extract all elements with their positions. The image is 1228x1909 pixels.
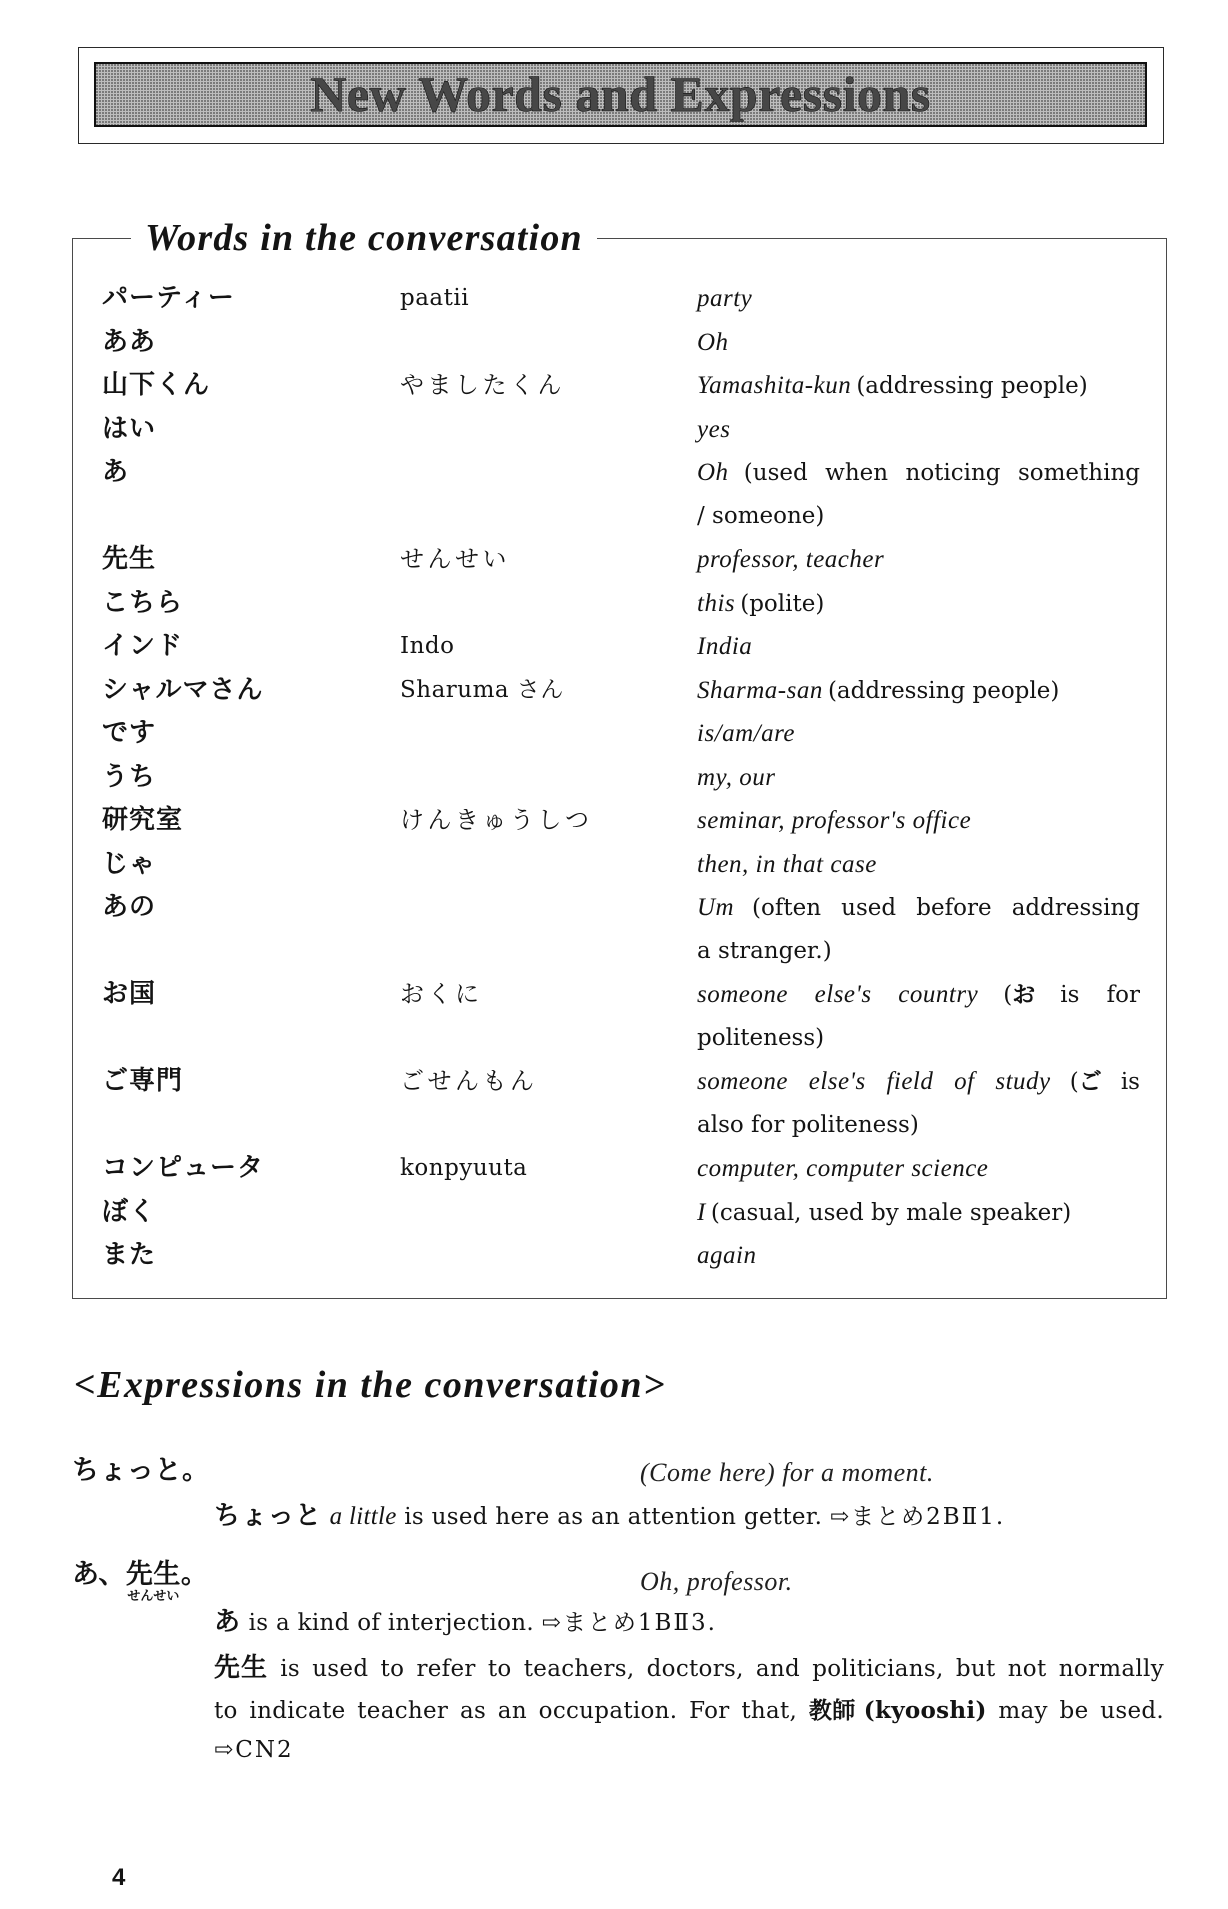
word-note: (casual, used by male speaker) (710, 1199, 1072, 1226)
word-reading-empty (400, 451, 697, 495)
word-reading-empty (400, 408, 697, 452)
word-gloss: I (697, 1198, 706, 1226)
word-entry (102, 408, 1140, 452)
meaning-line (697, 1234, 1140, 1278)
explanation-term: 先生 (214, 1653, 269, 1683)
word-gloss: computer, computer science (697, 1155, 989, 1182)
word-note: (addressing people) (827, 677, 1060, 704)
word-reading: やましたくん (400, 371, 565, 399)
word-reading: paatii (400, 285, 470, 311)
expression-explanation (214, 1602, 717, 1643)
meaning-line (697, 625, 1140, 669)
meaning-line (697, 756, 1140, 800)
word-entry (102, 538, 1140, 582)
word-note: (used when noticing something (743, 460, 1140, 486)
word-reading: おくに (400, 980, 483, 1008)
word-reading-empty (400, 756, 697, 800)
page-number: 4 (112, 1864, 126, 1891)
word-meaning (697, 756, 1140, 800)
word-japanese: ぼく (102, 1196, 157, 1227)
meaning-line (697, 1017, 1140, 1061)
meaning-line (697, 843, 1140, 887)
word-entry (102, 582, 1140, 626)
word-gloss: Oh (697, 459, 729, 486)
word-meaning (697, 1234, 1140, 1278)
word-note-continued: politeness) (697, 1024, 825, 1051)
word-reading-empty (400, 843, 697, 887)
word-japanese: コンピュータ (102, 1153, 265, 1183)
cross-reference: ⇨まとめ2BⅡ1. (829, 1504, 1006, 1530)
word-reading-empty (400, 1234, 697, 1278)
word-entry (102, 799, 1140, 843)
words-section-title: Words in the conversation (131, 215, 597, 261)
word-japanese: インド (102, 631, 184, 661)
word-japanese: こちら (102, 587, 184, 618)
word-japanese: シャルマさん (102, 674, 264, 705)
word-gloss: seminar, professor's office (697, 807, 972, 834)
meaning-line (697, 799, 1140, 843)
word-gloss: again (697, 1242, 757, 1269)
word-reading: konpyuuta (400, 1155, 528, 1181)
word-gloss: India (697, 633, 753, 660)
word-japanese: パーティー (102, 283, 235, 313)
word-reading-empty (400, 886, 697, 930)
word-note-open: ( (1069, 1069, 1079, 1095)
word-gloss: someone else's field of study (697, 1068, 1051, 1095)
cross-reference: ⇨まとめ1BⅡ3. (541, 1610, 717, 1636)
word-gloss: Oh (697, 328, 729, 356)
word-entry (102, 1191, 1140, 1235)
word-note-bold: ご (1078, 1069, 1102, 1095)
explanation-text: is used here as an attention getter. (404, 1504, 823, 1530)
meaning-line (697, 973, 1140, 1017)
word-entry (102, 1060, 1140, 1147)
meaning-line (697, 930, 1140, 974)
word-entry (102, 973, 1140, 1060)
meaning-line (697, 712, 1140, 756)
meaning-line (697, 1191, 1140, 1235)
word-note: (polite) (740, 590, 825, 617)
word-meaning (697, 799, 1140, 843)
meaning-line (697, 538, 1140, 582)
phrase-ruby: せんせい (127, 1589, 180, 1604)
word-gloss: someone else's country (697, 981, 979, 1008)
explanation-term: あ (214, 1607, 242, 1637)
meaning-line (697, 669, 1140, 713)
word-meaning (697, 538, 1140, 582)
word-japanese: また (102, 1240, 157, 1270)
word-meaning (697, 712, 1140, 756)
word-gloss: this (697, 589, 736, 617)
expression-explanation-line (214, 1691, 1164, 1731)
word-japanese: 先生 (102, 544, 157, 574)
word-entry (102, 451, 1140, 538)
word-meaning (697, 277, 1140, 321)
word-gloss: my, our (697, 763, 776, 791)
word-gloss: then, in that case (697, 850, 877, 878)
meaning-line (697, 321, 1140, 365)
word-entry (102, 1234, 1140, 1278)
expressions-heading: <Expressions in the conversation> (74, 1364, 667, 1406)
word-note: is (1120, 1069, 1140, 1095)
words-section (72, 217, 1167, 1299)
meaning-line (697, 277, 1140, 321)
meaning-line (697, 1104, 1140, 1148)
meaning-line (697, 886, 1140, 930)
meaning-line (697, 1147, 1140, 1191)
meaning-line (697, 408, 1140, 452)
word-reading: けんきゅうしつ (400, 806, 593, 834)
meaning-line (697, 582, 1140, 626)
word-entry (102, 756, 1140, 800)
word-entry (102, 277, 1140, 321)
expression-phrase: ちょっと。 (72, 1455, 210, 1486)
word-japanese: あの (102, 892, 157, 922)
phrase-kanji: 先生 (125, 1559, 181, 1590)
word-japanese: 山下くん (102, 370, 211, 400)
word-meaning (697, 451, 1140, 538)
word-japanese: お国 (102, 979, 157, 1009)
expression-translation: Oh, professor. (640, 1567, 793, 1596)
word-note: (often used before addressing (752, 895, 1140, 921)
word-meaning (697, 364, 1140, 408)
explanation-text: may be used. (998, 1698, 1164, 1724)
cross-reference: ⇨CN2 (214, 1737, 294, 1763)
explanation-term-gloss: a little (329, 1503, 397, 1530)
word-entry (102, 886, 1140, 973)
word-meaning (697, 1147, 1140, 1191)
explanation-text: is used to refer to teachers, doctors, and politicians, but not normally (280, 1656, 1164, 1682)
meaning-line (697, 1060, 1140, 1104)
word-reading-empty (400, 712, 697, 756)
word-entry (102, 712, 1140, 756)
word-reading: Indo (400, 633, 455, 659)
expression-translation: (Come here) for a moment. (640, 1458, 934, 1487)
word-gloss: Yamashita-kun (697, 372, 852, 399)
explanation-bold-term: 教師 (kyooshi) (808, 1697, 987, 1724)
word-japanese: うち (102, 761, 157, 792)
word-gloss: professor, teacher (697, 546, 885, 573)
word-reading-empty (400, 321, 697, 365)
word-reading-empty (400, 582, 697, 626)
word-meaning (697, 1060, 1140, 1147)
word-gloss: is/am/are (697, 720, 796, 747)
word-list (102, 277, 1140, 1278)
word-meaning (697, 1191, 1140, 1235)
word-gloss: Um (697, 894, 735, 921)
word-gloss: Sharma-san (697, 676, 823, 704)
word-gloss: party (697, 285, 753, 312)
word-japanese: です (102, 718, 157, 748)
word-note-bold: お (1012, 982, 1036, 1008)
word-reading: Sharuma さん (400, 676, 564, 703)
word-meaning (697, 669, 1140, 713)
word-japanese: ご専門 (102, 1066, 184, 1096)
meaning-line (697, 451, 1140, 495)
expression-explanation-line (214, 1648, 1164, 1689)
word-entry (102, 843, 1140, 887)
word-meaning (697, 625, 1140, 669)
phrase-start: あ、 (72, 1559, 126, 1590)
word-note: is for (1060, 982, 1140, 1008)
word-entry (102, 1147, 1140, 1191)
word-japanese: はい (102, 413, 157, 444)
word-meaning (697, 321, 1140, 365)
word-meaning (697, 886, 1140, 973)
meaning-line (697, 495, 1140, 539)
phrase-end: 。 (180, 1559, 209, 1590)
expression-phrase (72, 1555, 209, 1604)
word-japanese: 研究室 (102, 805, 184, 835)
page-title: New Words and Expressions (310, 66, 931, 122)
word-entry (102, 364, 1140, 408)
word-entry (102, 669, 1140, 713)
phrase-kanji-with-reading (125, 1555, 181, 1604)
explanation-text: to indicate teacher as an occupation. For that, (214, 1698, 798, 1724)
word-japanese: あ (102, 457, 130, 487)
word-note-open: ( (1003, 982, 1013, 1008)
word-entry (102, 625, 1140, 669)
word-meaning (697, 843, 1140, 887)
word-note-continued: also for politeness) (697, 1111, 919, 1138)
title-banner (94, 62, 1147, 127)
word-entry (102, 321, 1140, 365)
word-meaning (697, 408, 1140, 452)
meaning-line (697, 364, 1140, 408)
word-japanese: ああ (102, 326, 157, 357)
word-gloss: yes (697, 415, 731, 443)
word-reading: ごせんもん (400, 1067, 538, 1095)
expression-explanation (214, 1496, 1005, 1537)
word-reading-empty (400, 1191, 697, 1235)
word-note-continued: a stranger.) (697, 937, 832, 964)
word-meaning (697, 582, 1140, 626)
word-note: (addressing people) (856, 373, 1088, 399)
word-meaning (697, 973, 1140, 1060)
expression-explanation-line (214, 1730, 294, 1770)
explanation-text: is a kind of interjection. (248, 1610, 534, 1636)
word-reading: せんせい (400, 545, 510, 573)
word-japanese: じゃ (102, 848, 157, 879)
explanation-term: ちょっと (214, 1501, 323, 1531)
word-note-continued: / someone) (697, 502, 825, 529)
